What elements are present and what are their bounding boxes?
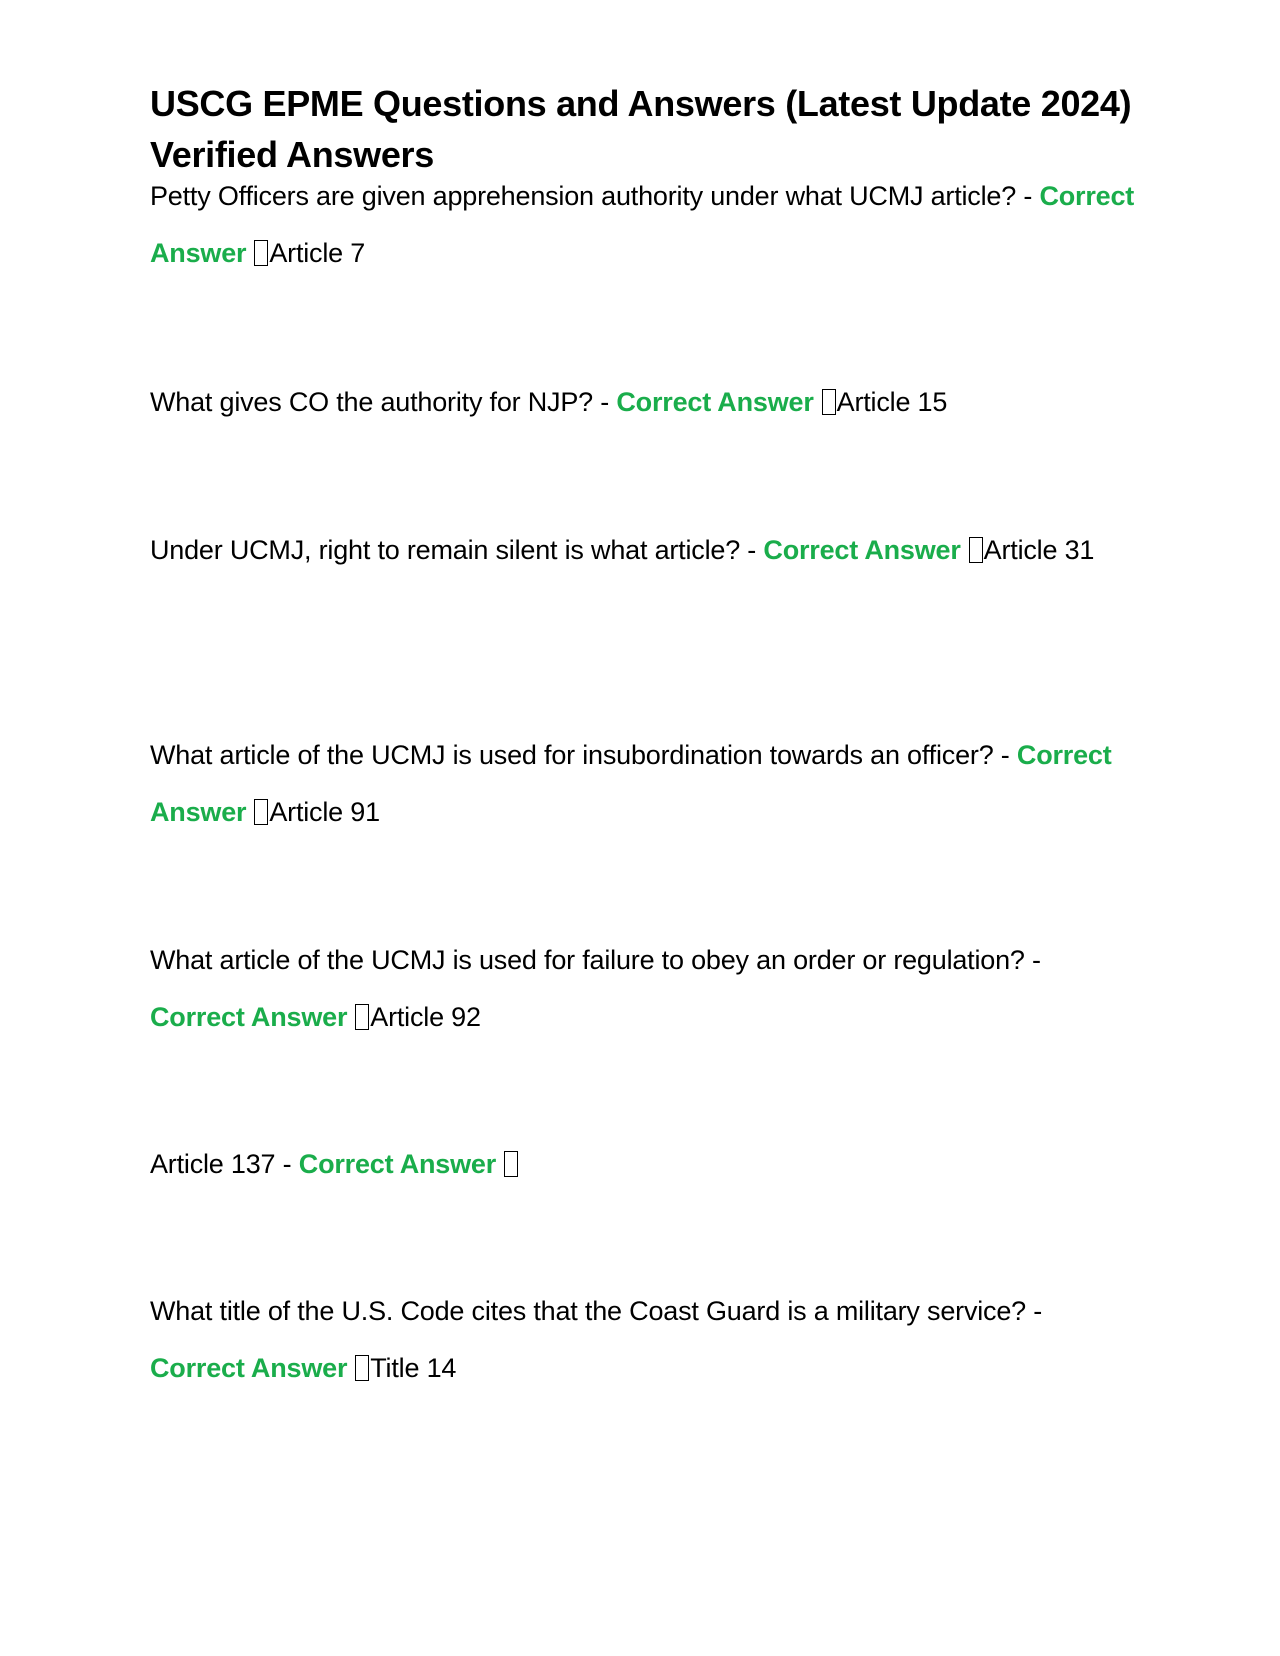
answer-text: Article 31 xyxy=(983,535,1095,565)
correct-answer-label: Correct Answer xyxy=(150,181,1135,268)
qa-item xyxy=(150,727,1140,841)
checkbox-glyph-icon xyxy=(254,799,268,825)
answer-text: Article 92 xyxy=(370,1002,481,1032)
correct-answer-label: Correct Answer xyxy=(150,1353,348,1383)
qa-item xyxy=(150,522,1140,579)
correct-answer-label: Correct Answer xyxy=(298,1149,497,1179)
checkbox-glyph-icon xyxy=(969,537,983,563)
checkbox-glyph-icon xyxy=(355,1355,369,1381)
qa-item xyxy=(150,932,1140,1046)
question-text: What article of the UCMJ is used for insubordination towards an officer? - xyxy=(150,740,1017,770)
question-text: Petty Officers are given apprehension authority under what UCMJ article? - xyxy=(150,181,1040,211)
question-text: What title of the U.S. Code cites that the Coast Guard is a military service? - xyxy=(150,1296,1043,1326)
checkbox-glyph-icon xyxy=(822,389,836,415)
correct-answer-label: Correct Answer xyxy=(150,1002,348,1032)
checkbox-glyph-icon xyxy=(355,1004,369,1030)
question-text: Under UCMJ, right to remain silent is what article? - xyxy=(150,535,764,565)
question-text: Article 137 - xyxy=(150,1149,299,1179)
checkbox-glyph-icon xyxy=(504,1151,518,1177)
correct-answer-label: Correct Answer xyxy=(763,535,961,565)
qa-item xyxy=(150,1283,1140,1397)
checkbox-glyph-icon xyxy=(254,240,268,266)
answer-text: Article 15 xyxy=(836,387,948,417)
correct-answer-label: Correct Answer xyxy=(616,387,814,417)
qa-item xyxy=(150,374,1140,431)
document-title: USCG EPME Questions and Answers (Latest Update 2024) Verified Answers xyxy=(150,83,1132,175)
question-text: What gives CO the authority for NJP? - xyxy=(150,387,617,417)
correct-answer-label: Correct Answer xyxy=(150,740,1112,827)
answer-text: Article 91 xyxy=(269,797,380,827)
qa-item xyxy=(150,168,1140,282)
qa-item xyxy=(150,1136,1140,1193)
answer-text: Title 14 xyxy=(370,1353,457,1383)
answer-text: Article 7 xyxy=(269,238,366,268)
question-text: What article of the UCMJ is used for failure to obey an order or regulation? - xyxy=(150,945,1041,975)
